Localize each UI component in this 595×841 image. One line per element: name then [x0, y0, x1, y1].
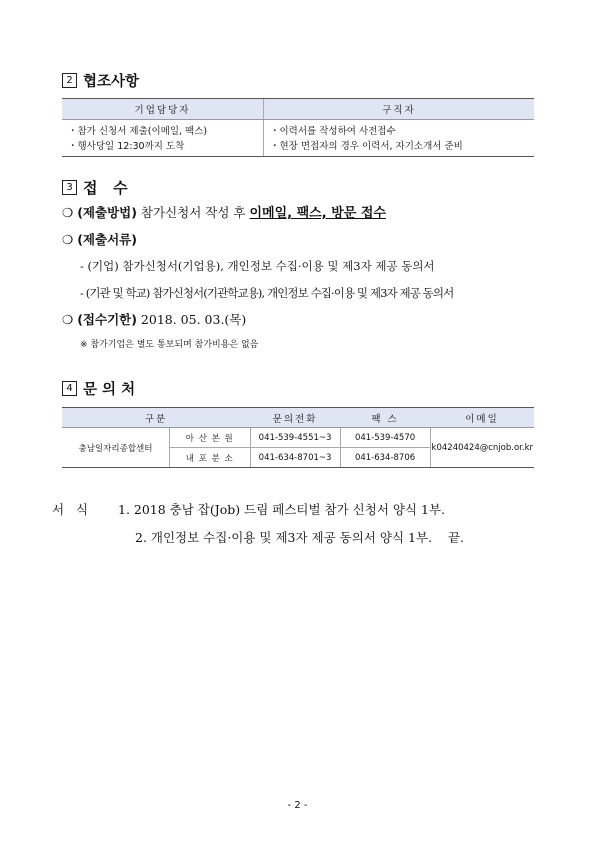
deadline-text: 2018. 05. 03.(목) [140, 312, 247, 327]
bullet-icon: ❍ [62, 312, 74, 327]
fax-number: 041-634-8706 [340, 448, 430, 468]
deadline-label: (접수기한) [77, 312, 137, 327]
method-label: (제출방법) [77, 205, 137, 220]
section-number-box: 2 [62, 73, 77, 88]
doc-item-institution: - (기관 및 학교) 참가신청서(기관학교용), 개인정보 수집·이용 및 제3자 제공 동의서 [80, 286, 454, 300]
section-title-reception [62, 177, 128, 198]
section-title-contact [62, 378, 135, 399]
bullet-icon: ❍ [62, 205, 74, 220]
header-email: 이메일 [430, 408, 534, 428]
section-number-box: 4 [62, 381, 77, 396]
list-item: ・행사당일 12:30까지 도착 [68, 141, 185, 152]
header-phone: 문의전화 [250, 408, 340, 428]
doc-item-company: - (기업) 참가신청서(기업용), 개인정보 수집·이용 및 제3자 제공 동의서 [80, 259, 435, 273]
list-item: ・이력서를 작성하여 사전접수 [270, 126, 396, 137]
section-title-text: 접 수 [83, 179, 128, 197]
attachments-label: 서 식 [52, 502, 89, 517]
branch-name: 내 포 분 소 [170, 448, 251, 468]
email-address[interactable]: k04240424@cnjob.or.kr [430, 428, 534, 468]
docs-line [62, 230, 137, 248]
method-line [62, 202, 386, 221]
header-jobseeker: 구직자 [264, 99, 535, 120]
attachment-item-2 [135, 528, 464, 546]
table-row [62, 428, 534, 448]
note-text: ※ 참가기업은 별도 통보되며 참가비용은 없음 [80, 340, 259, 350]
docs-label: (제출서류) [77, 232, 137, 247]
section-title-cooperation [62, 70, 139, 91]
attachment-item-2-text: 2. 개인정보 수집·이용 및 제3자 제공 동의서 양식 1부. [135, 530, 432, 545]
org-name: 충남일자리종합센터 [62, 428, 170, 468]
contact-table [62, 407, 534, 468]
bullet-icon: ❍ [62, 232, 74, 247]
section-number-box: 3 [62, 180, 77, 195]
method-text: 참가신청서 작성 후 [140, 205, 246, 220]
header-fax: 팩 스 [340, 408, 430, 428]
list-item: ・참가 신청서 제출(이메일, 팩스) [68, 126, 208, 137]
list-item: ・현장 면접자의 경우 이력서, 자기소개서 준비 [270, 141, 463, 152]
cooperation-table [62, 98, 534, 157]
phone-number: 041-634-8701~3 [250, 448, 340, 468]
header-division: 구분 [62, 408, 250, 428]
employer-cell [62, 120, 264, 157]
section-title-text: 문 의 처 [83, 382, 136, 398]
branch-name: 아 산 본 원 [170, 428, 251, 448]
phone-number: 041-539-4551~3 [250, 428, 340, 448]
header-employer: 기업담당자 [62, 99, 264, 120]
jobseeker-cell [264, 120, 535, 157]
fax-number: 041-539-4570 [340, 428, 430, 448]
end-mark: 끝. [447, 530, 465, 545]
section-title-text: 협조사항 [83, 74, 140, 90]
method-emphasis: 이메일, 팩스, 방문 접수 [249, 206, 386, 221]
deadline-line [62, 310, 246, 328]
attachment-item-1: 1. 2018 충남 잡(Job) 드림 페스티벌 참가 신청서 양식 1부. [118, 502, 445, 517]
page-number: - 2 - [287, 800, 308, 811]
